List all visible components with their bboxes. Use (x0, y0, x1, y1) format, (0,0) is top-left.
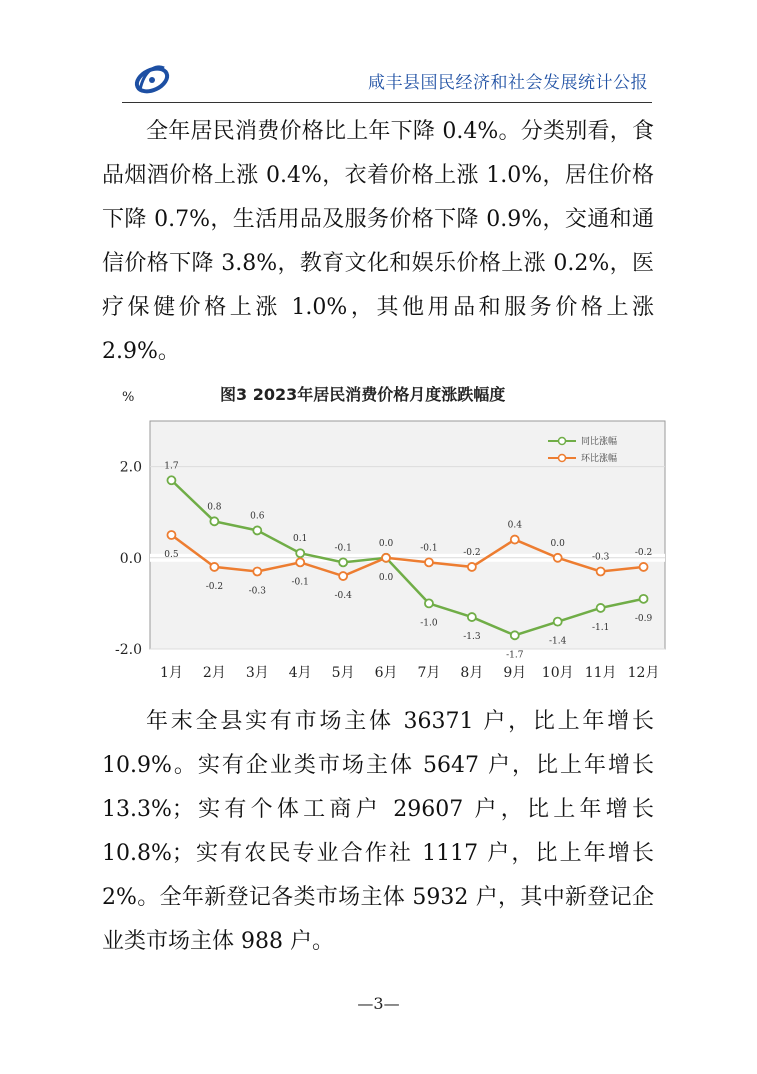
data-point (167, 476, 175, 484)
data-point (597, 604, 605, 612)
data-label: -0.1 (334, 543, 352, 554)
report-title: 咸丰县国民经济和社会发展统计公报 (368, 73, 648, 93)
data-point (511, 536, 519, 544)
data-label: 0.6 (250, 511, 265, 522)
x-tick-label: 7月 (417, 665, 441, 681)
y-tick-label: -2.0 (115, 642, 142, 658)
y-axis-unit: % (122, 390, 135, 405)
x-tick-label: 2月 (202, 665, 226, 681)
data-label: -1.4 (549, 636, 567, 647)
data-label: 1.7 (164, 461, 179, 472)
data-label: 0.0 (378, 572, 394, 583)
legend-marker (559, 455, 566, 462)
data-label: -0.1 (291, 577, 309, 588)
legend-label: 环比涨幅 (581, 454, 618, 464)
page-header (122, 58, 652, 103)
data-label: 0.0 (378, 538, 394, 549)
data-label: 0.1 (293, 534, 308, 545)
x-tick-label: 8月 (460, 665, 484, 681)
chart-title: 图3 2023年居民消费价格月度涨跌幅度 (220, 385, 506, 404)
y-tick-label: 2.0 (119, 459, 142, 476)
data-label: -1.7 (506, 650, 524, 661)
statistics-logo-icon (130, 60, 172, 98)
data-label: 0.4 (507, 520, 522, 531)
data-label: -0.4 (334, 591, 352, 602)
data-point (253, 526, 261, 534)
data-point (210, 563, 218, 571)
x-axis-ticks (160, 665, 659, 681)
data-point (511, 631, 519, 639)
data-label: -0.3 (591, 552, 610, 563)
data-label: 0.0 (550, 538, 565, 549)
data-label: -1.1 (591, 622, 610, 633)
data-point (425, 599, 433, 607)
data-point (167, 531, 175, 539)
data-label: -1.3 (463, 632, 481, 643)
x-tick-label: 10月 (541, 665, 574, 681)
data-point (210, 517, 218, 525)
data-label: -0.2 (634, 547, 653, 558)
data-label: -0.3 (248, 586, 266, 597)
data-point (339, 558, 347, 566)
cpi-paragraph: 全年居民消费价格比上年下降 0.4%。分类别看，食品烟酒价格上涨 0.4%，衣着价格上涨 1.0%，居住价格下降 0.7%，生活用品及服务价格下降 0.9%，交通和通信价格下降 3.8%，教育文化和娱乐价格上涨 0.2%，医疗保健价格上涨 1.0%，其他用品和服务价格上涨 2.9%。 (102, 119, 654, 364)
y-tick-label: 0.0 (119, 550, 142, 567)
x-tick-label: 9月 (503, 665, 527, 681)
data-point (554, 554, 562, 562)
data-label: -0.2 (205, 581, 224, 592)
cpi-line-chart (100, 385, 680, 685)
data-label: -0.9 (634, 613, 653, 624)
page-number: —3— (357, 994, 400, 1013)
data-label: -0.1 (420, 543, 438, 554)
data-point (339, 572, 347, 580)
data-point (382, 554, 390, 562)
x-tick-label: 4月 (288, 665, 312, 681)
data-label: 0.5 (164, 550, 179, 560)
y-axis-ticks (115, 460, 142, 658)
data-point (296, 558, 304, 566)
x-tick-label: 5月 (331, 665, 355, 681)
data-point (640, 595, 648, 603)
x-tick-label: 3月 (245, 665, 269, 681)
legend-marker (559, 438, 566, 445)
data-point (296, 549, 304, 557)
data-point (468, 613, 476, 621)
data-point (425, 558, 433, 566)
data-label: -0.2 (463, 547, 481, 558)
data-point (253, 567, 261, 575)
data-point (554, 618, 562, 626)
legend-label: 同比涨幅 (581, 437, 618, 447)
x-tick-label: 6月 (374, 665, 398, 681)
data-label: -1.0 (420, 618, 438, 629)
data-point (597, 567, 605, 575)
x-tick-label: 11月 (584, 665, 617, 681)
data-label: 0.8 (207, 502, 222, 513)
data-point (640, 563, 648, 571)
data-point (468, 563, 476, 571)
market-entities-paragraph: 年末全县实有市场主体 36371 户，比上年增长 10.9%。实有企业类市场主体 5647 户，比上年增长 13.3%；实有个体工商户 29607 户，比上年增长 10.8%；实有农民专业合作社 1117 户，比上年增长 2%。全年新登记各类市场主体 5932 户，其中新登记企业类市场主体 988 户。 (102, 709, 654, 954)
x-tick-label: 12月 (627, 665, 660, 681)
x-tick-label: 1月 (159, 665, 183, 681)
